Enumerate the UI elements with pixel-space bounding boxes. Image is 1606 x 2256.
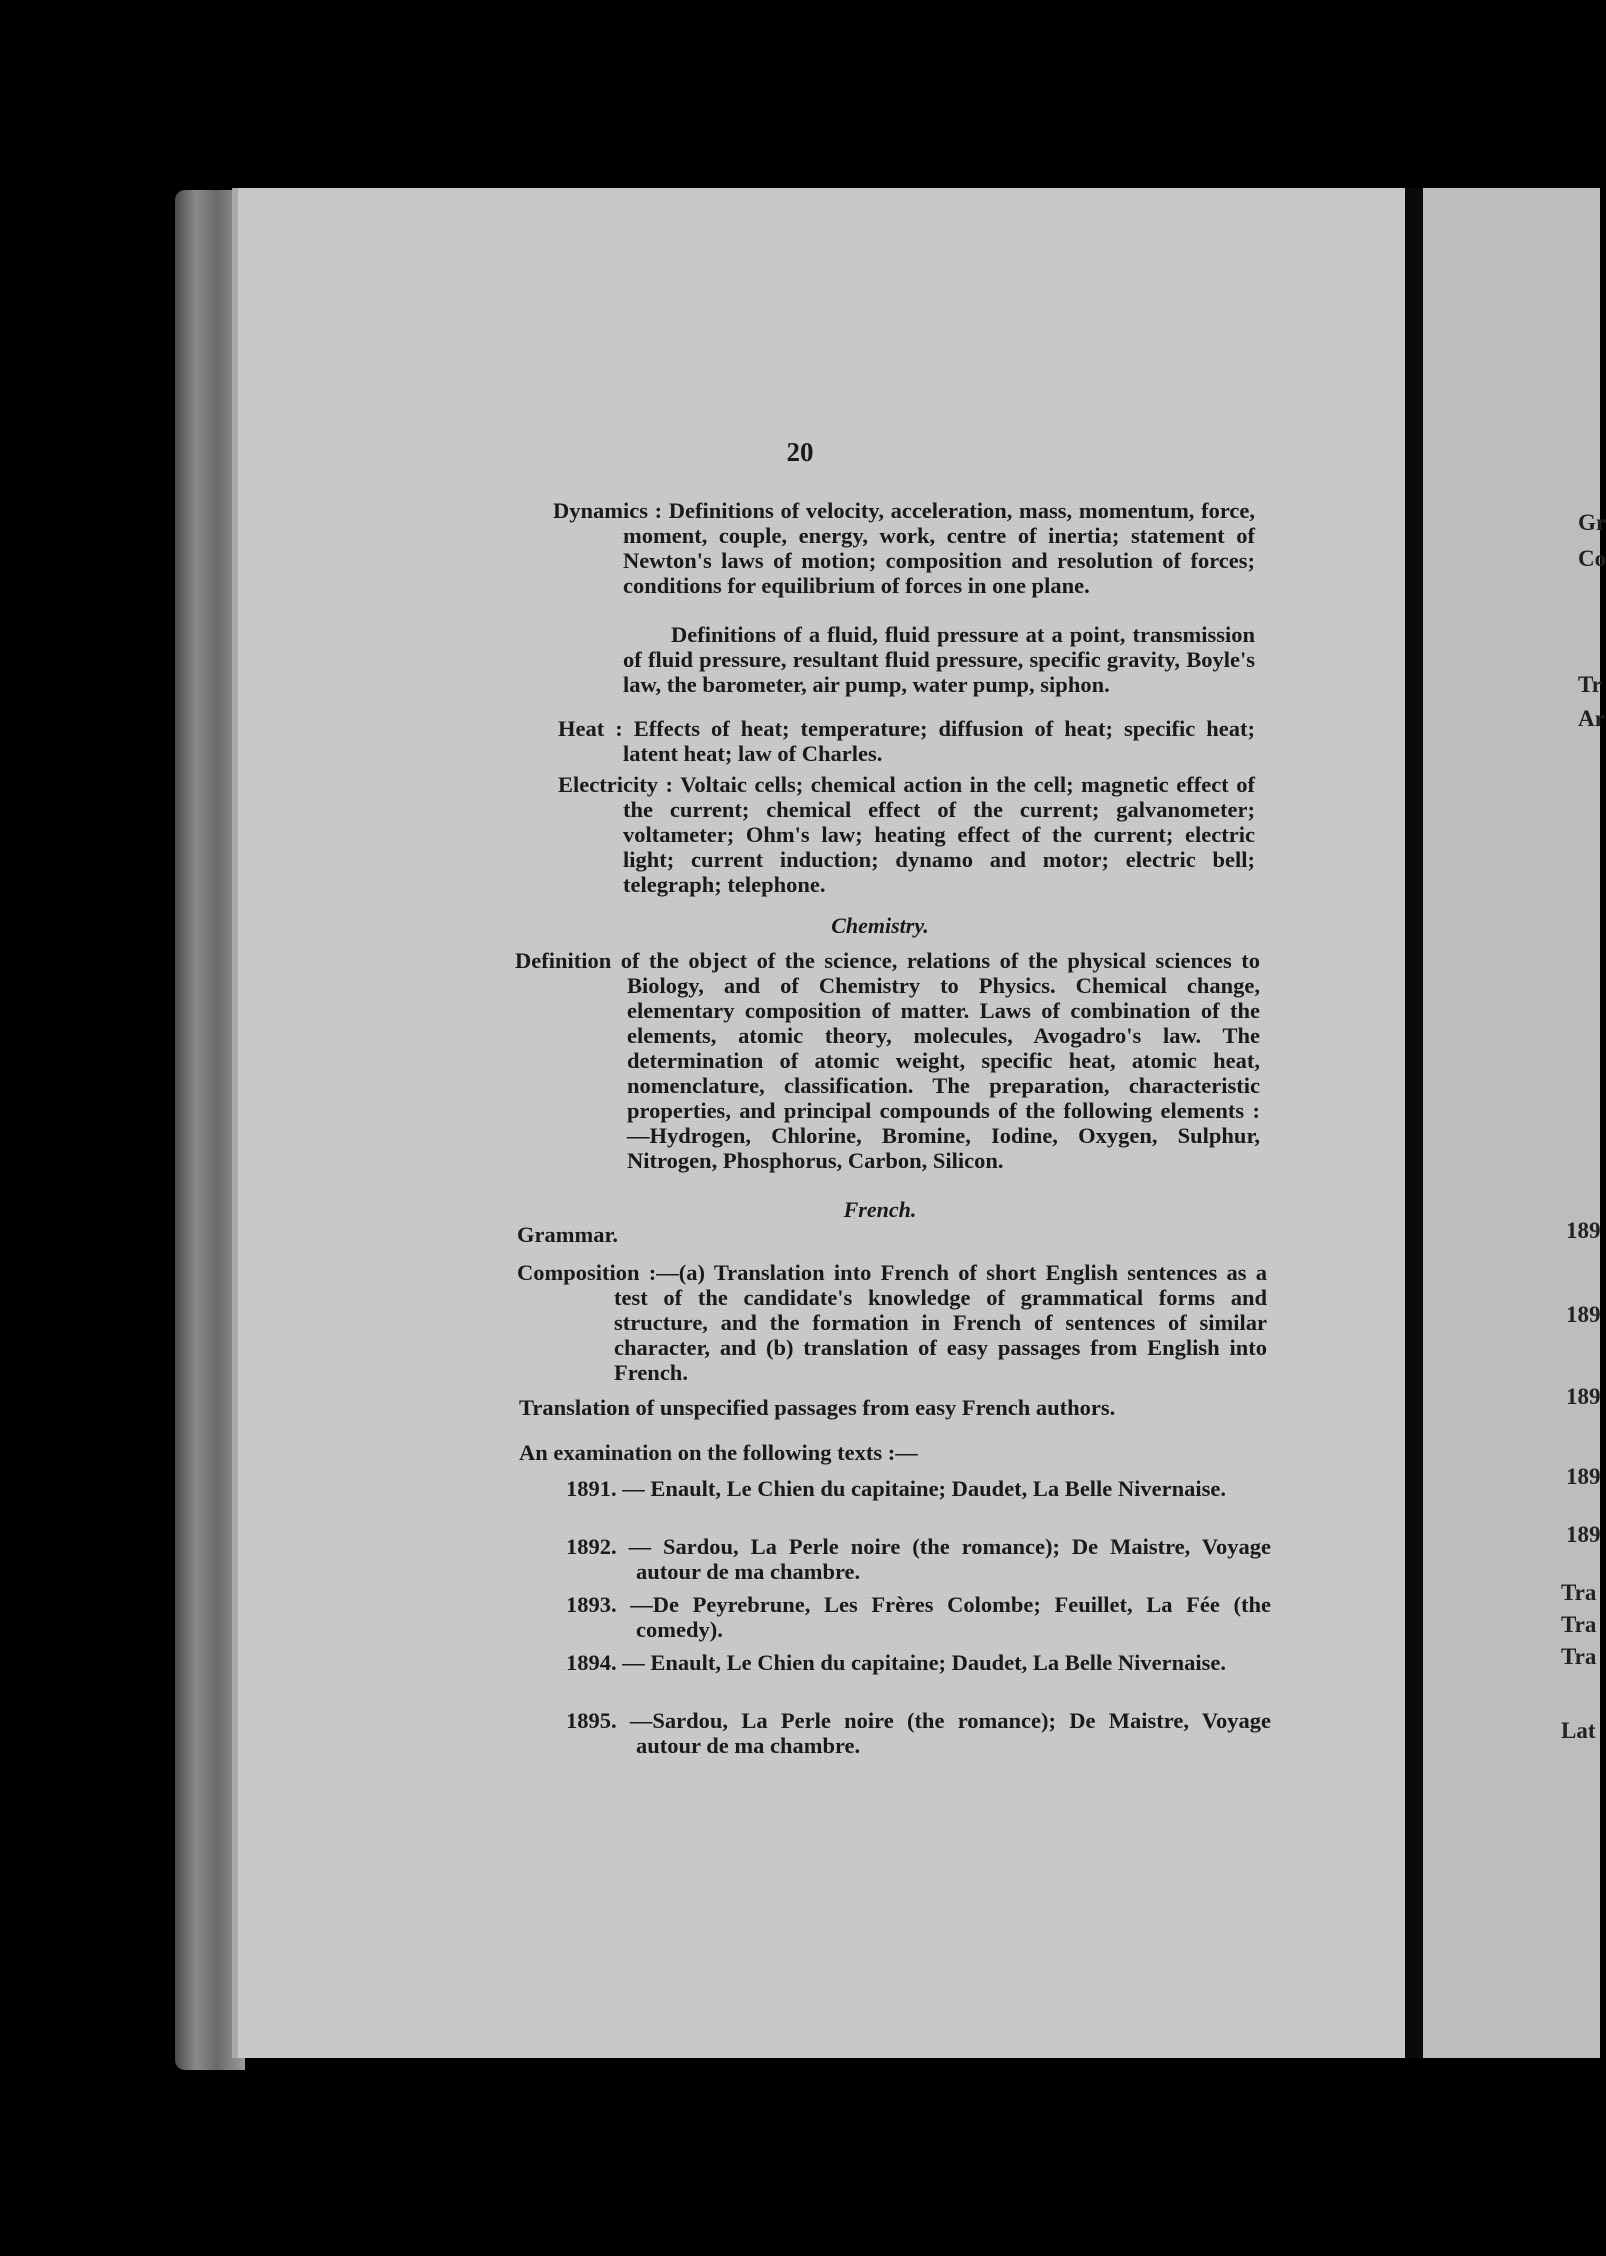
facing-text-fragment: Co [1578, 546, 1606, 571]
french-heading: French. [843, 1197, 917, 1222]
facing-page [1423, 188, 1606, 2058]
chemistry-heading: Chemistry. [831, 913, 929, 938]
facing-text-fragment: 189 [1566, 1464, 1601, 1489]
facing-text-fragment: Gr [1578, 510, 1606, 535]
text-title: — Sardou, La Perle noire (the romance); De Maistre, Voyage autour de ma chambre. [628, 1534, 1272, 1584]
text-year: 1895. [566, 1708, 617, 1733]
text-title: —De Peyrebrune, Les Frères Colombe; Feuillet, La Fée (the comedy). [630, 1592, 1271, 1642]
facing-text-fragment: 189 [1566, 1302, 1601, 1327]
electricity-section [558, 772, 1255, 897]
facing-text-fragment: Ar [1578, 706, 1605, 731]
exam-intro: An examination on the following texts :— [519, 1440, 918, 1465]
facing-text-fragment: 189 [1566, 1218, 1601, 1243]
facing-text-fragment: Tr [1578, 672, 1602, 697]
composition-section [517, 1260, 1267, 1385]
text-item-1892 [566, 1534, 1271, 1584]
text-title: — Enault, Le Chien du capitaine; Daudet, La Belle Nivernaise. [622, 1476, 1227, 1501]
facing-text-fragment: Lat [1561, 1718, 1596, 1743]
book-gutter [1405, 188, 1423, 2058]
fluids-paragraph [623, 622, 1255, 697]
text-year: 1893. [566, 1592, 617, 1617]
text-year: 1894. [566, 1650, 617, 1675]
text-year: 1891. [566, 1476, 617, 1501]
composition-text: Composition :—(a) Translation into French of short English sentences as a test of the candidate's knowledge of grammatical forms and structure, and the formation in French of sentences of similar character, and (b) translation of easy passages from English into French. [517, 1260, 1267, 1385]
chemistry-section [515, 948, 1260, 1173]
heat-label: Heat : [558, 716, 623, 741]
dynamics-text: Definitions of velocity, acceleration, mass, momentum, force, moment, couple, energy, work, centre of inertia; statement of Newton's laws of motion; composition and resolution of forces; conditions for equilibrium of forces in one plane. [623, 498, 1256, 598]
facing-text-fragment: Tra [1561, 1580, 1597, 1605]
heat-text: Effects of heat; temperature; diffusion of heat; specific heat; latent heat; law of Charles. [623, 716, 1255, 766]
grammar-line: Grammar. [517, 1222, 619, 1247]
heat-section [558, 716, 1255, 766]
dynamics-label: Dynamics : [553, 498, 663, 523]
text-item-1895 [566, 1708, 1271, 1758]
facing-text-fragment: 189 [1566, 1384, 1601, 1409]
text-item-1893 [566, 1592, 1271, 1642]
fluids-text: Definitions of a fluid, fluid pressure at a point, transmission of fluid pressure, resultant fluid pressure, specific gravity, Boyle's law, the barometer, air pump, water pump, siphon. [623, 622, 1255, 697]
facing-text-fragment: 189 [1566, 1522, 1601, 1547]
dynamics-section [553, 498, 1255, 598]
translation-line: Translation of unspecified passages from easy French authors. [519, 1395, 1116, 1420]
electricity-text: Voltaic cells; chemical action in the cell; magnetic effect of the current; chemical effect of the current; galvanometer; voltameter; Ohm's law; heating effect of the current; electric light; current induction; dynamo and motor; electric bell; telegraph; telephone. [623, 772, 1256, 897]
text-year: 1892. [566, 1534, 617, 1559]
text-item-1891 [566, 1476, 1271, 1501]
page-number: 20 [786, 437, 814, 467]
text-title: — Enault, Le Chien du capitaine; Daudet, La Belle Nivernaise. [622, 1650, 1227, 1675]
facing-text-fragment: Tra [1561, 1612, 1597, 1637]
electricity-label: Electricity : [558, 772, 674, 797]
text-item-1894 [566, 1650, 1271, 1675]
text-title: —Sardou, La Perle noire (the romance); De Maistre, Voyage autour de ma chambre. [629, 1708, 1272, 1758]
facing-text-fragment: Tra [1561, 1644, 1597, 1669]
chemistry-text: Definition of the object of the science, relations of the physical sciences to Biology, and of Chemistry to Physics. Chemical change, elementary composition of matter. Laws of combination of the elements, atomic theory, molecules, Avogadro's law. The determination of atomic weight, specific heat, atomic heat, nomenclature, classification. The preparation, characteristic properties, and principal compounds of the following elements :—Hydrogen, Chlorine, Bromine, Iodine, Oxygen, Sulphur, Nitrogen, Phosphorus, Carbon, Silicon. [515, 948, 1260, 1173]
